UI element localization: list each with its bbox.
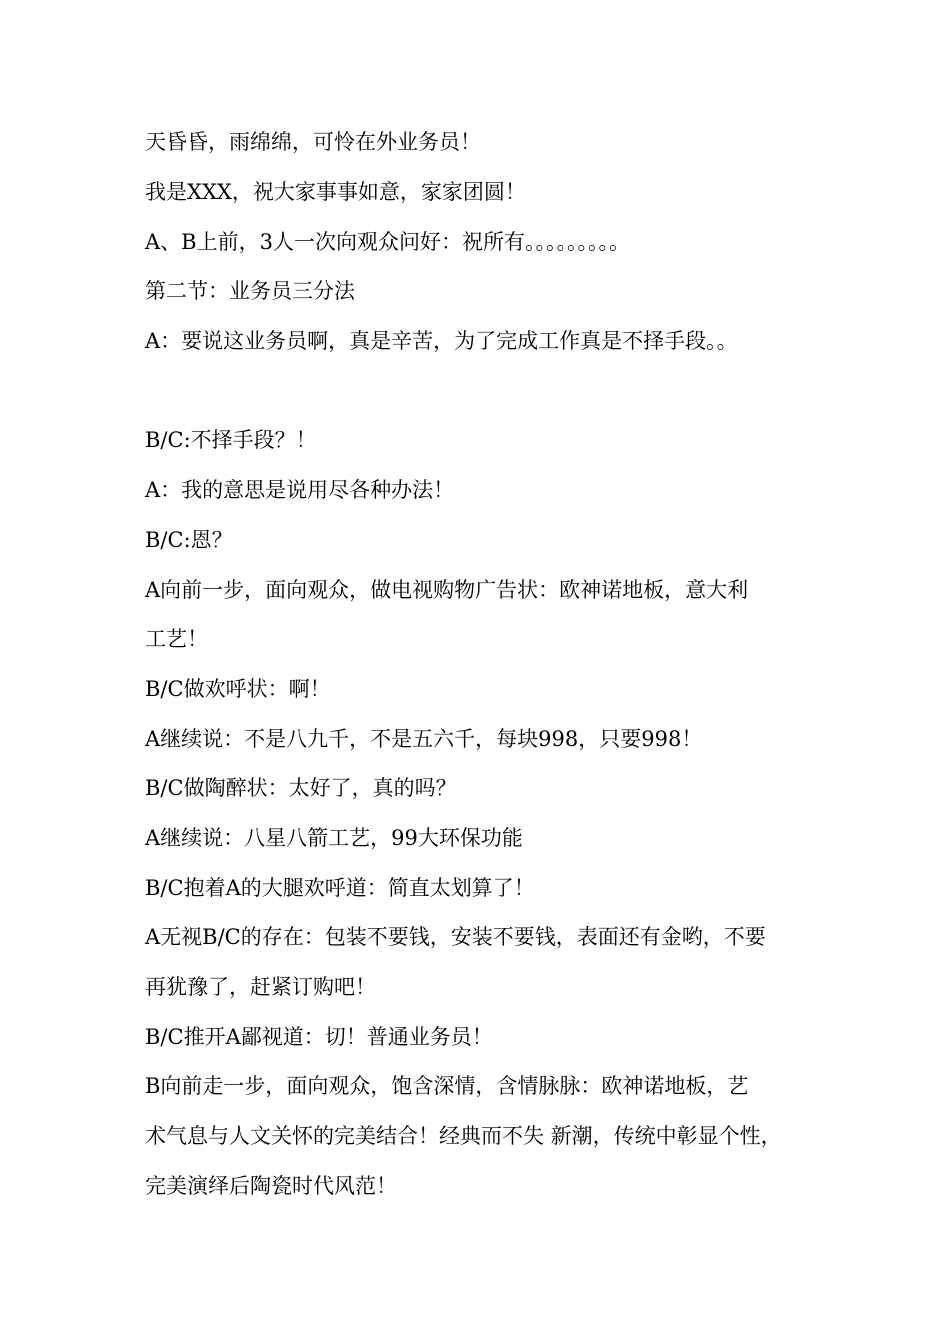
- text-line: B/C:恩？: [145, 528, 233, 552]
- text-line: 再犹豫了，赶紧订购吧！: [145, 975, 376, 999]
- text-line: A继续说：不是八九千，不是五六千，每块998，只要998！: [145, 727, 703, 751]
- text-line: A、B上前，3人一次向观众问好：祝所有。。。。。。。。。: [145, 230, 630, 254]
- text-line: B/C推开A鄙视道：切！普通业务员！: [145, 1025, 493, 1049]
- text-line: A：我的意思是说用尽各种办法！: [145, 478, 455, 502]
- text-line: B/C做欢呼状：啊！: [145, 677, 331, 701]
- text-line: A继续说：八星八箭工艺，99大环保功能: [145, 826, 523, 850]
- text-line: 完美演绎后陶瓷时代风范！: [145, 1174, 397, 1198]
- text-line: A向前一步，面向观众，做电视购物广告状：欧神诺地板，意大利: [145, 578, 749, 602]
- text-line: 工艺！: [145, 627, 208, 651]
- text-line: 天昏昏，雨绵绵，可怜在外业务员！: [145, 130, 481, 154]
- text-line: B/C做陶醉状：太好了，真的吗？: [145, 776, 457, 800]
- text-line: B向前走一步，面向观众，饱含深情，含情脉脉：欧神诺地板，艺: [145, 1074, 749, 1098]
- text-line: 我是XXX，祝大家事事如意，家家团圆！: [145, 180, 526, 204]
- section-heading: 第二节：业务员三分法: [145, 279, 355, 303]
- text-line: A无视B/C的存在：包装不要钱，安装不要钱，表面还有金哟，不要: [145, 925, 766, 949]
- text-line: 术气息与人文关怀的完美结合！经典而不失 新潮，传统中彰显个性，: [145, 1124, 782, 1148]
- text-line: B/C:不择手段？！: [145, 428, 317, 452]
- text-line: A：要说这业务员啊，真是辛苦，为了完成工作真是不择手段。。: [145, 329, 738, 353]
- text-line: B/C抱着A的大腿欢呼道：简直太划算了！: [145, 876, 535, 900]
